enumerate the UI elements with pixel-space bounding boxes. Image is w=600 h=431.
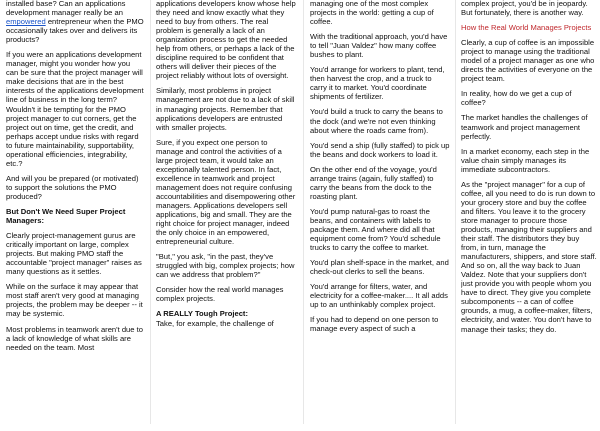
empowered-link[interactable]: empowered bbox=[6, 17, 46, 27]
paragraph: Sure, if you expect one person to manage and control the activities of a large project team, it would take an exceptionally talented person. In fact, excellence in teamwork and project management does not require confusing accountabilities and disempowering other managers. Applications developers sell applications, big and small. They are the right choice for project manager, indeed the only choice in an empowered, entrepreneurial culture. bbox=[156, 137, 296, 247]
paragraph: Most problems in teamwork aren't due to a lack of knowledge of what skills are needed on the team. Most bbox=[6, 324, 143, 352]
paragraph: You'd arrange for workers to plant, tend, then harvest the crop, and a truck to carry it to market. You'd coordinate shipments of fertilizer. bbox=[310, 65, 445, 102]
paragraph: Similarly, most problems in project management are not due to a lack of skill in managing projects. Remember that applications developers are entrusted with smaller projects. bbox=[156, 86, 295, 132]
column-3 bbox=[310, 0, 450, 431]
paragraph: Clearly, a cup of coffee is an impossible project to manage using the traditional model of a project manager as one who directs the activities of everyone on the project team. bbox=[461, 38, 595, 84]
section-heading: How the Real World Manages Projects bbox=[461, 23, 592, 33]
paragraph: And will you be prepared (or motivated) to support the solutions the PMO produced? bbox=[6, 173, 139, 201]
column-2 bbox=[156, 0, 296, 431]
section-heading: A REALLY Tough Project: bbox=[156, 309, 248, 319]
paragraph: managing one of the most complex projects in the world: getting a cup of coffee. bbox=[310, 0, 434, 27]
column-1 bbox=[6, 0, 144, 431]
section-heading: But Don't We Need Super Project Managers: bbox=[6, 206, 126, 226]
paragraph: "But," you ask, "in the past, they've struggled with big, complex projects; how can we address that problem?" bbox=[156, 252, 295, 280]
column-4 bbox=[461, 0, 597, 431]
paragraph: complex project, you'd be in jeopardy. But fortunately, there is another way. bbox=[461, 0, 588, 18]
paragraph: installed base? Can an applications development manager really be an empowered entrepreneur when the PMO occasionally takes over and delivers its products? bbox=[6, 0, 144, 45]
paragraph: The market handles the challenges of teamwork and project management perfectly. bbox=[461, 113, 588, 141]
paragraph: Take, for example, the challenge of bbox=[156, 318, 274, 328]
paragraph: If you had to depend on one person to manage every aspect of such a bbox=[310, 315, 439, 334]
paragraph: In a market economy, each step in the value chain simply manages its immediate subcontractors. bbox=[461, 146, 590, 174]
paragraph: If you were an applications development manager, might you wonder how you can be sure that the project manager will make decisions that are in the best interests of the applications development line of business in the long term? Wouldn't it be tempting for the PMO project manager to cut corners, get the project out on time, get the credit, and perhaps accept undue risks with regard to future maintainability, supportability, operational efficiencies, integrability, etc.? bbox=[6, 50, 144, 168]
column-divider bbox=[150, 0, 151, 424]
column-divider bbox=[303, 0, 304, 424]
paragraph: In reality, how do we get a cup of coffee? bbox=[461, 89, 572, 108]
paragraph: With the traditional approach, you'd have to tell "Juan Valdez" how many coffee bushes to plant. bbox=[310, 32, 448, 60]
paragraph: On the other end of the voyage, you'd arrange trains (again, fully staffed) to carry the beans from the dock to the roasting plant. bbox=[310, 164, 437, 201]
paragraph: You'd plan shelf-space in the market, and check-out clerks to sell the beans. bbox=[310, 258, 449, 277]
paragraph: You'd pump natural-gas to roast the beans, and containers with labels to package them. And where did all that equipment come from? You'd schedule trucks to carry the coffee to market. bbox=[310, 206, 441, 253]
paragraph: applications developers know whose help they need and know exactly what they need to buy from others. The real problem is generally a lack of an organization process to get the needed help from others, or perhaps a lack of the discipline required to be confident that others will deliver their pieces of the project reliably without lots of oversight. bbox=[156, 0, 296, 81]
paragraph: While on the surface it may appear that most staff aren't very good at managing projects, the problem may be deeper -- it may be systemic. bbox=[6, 282, 143, 319]
paragraph: You'd send a ship (fully staffed) to pick up the beans and dock workers to load it. bbox=[310, 140, 450, 159]
paragraph: Consider how the real world manages complex projects. bbox=[156, 285, 284, 304]
paragraph: You'd build a truck to carry the beans to the dock (and we're not even thinking about where the roads came from). bbox=[310, 107, 443, 135]
column-divider bbox=[455, 0, 456, 424]
paragraph: Clearly project-management gurus are critically important on large, complex projects. But making PMO staff the accountable "project manager" raises as many questions as it settles. bbox=[6, 231, 142, 277]
paragraph: You'd arrange for filters, water, and electricity for a coffee-maker.... It all adds up to an unthinkably complex project. bbox=[310, 282, 448, 310]
paragraph: As the "project manager" for a cup of coffee, all you need to do is run down to your grocery store and buy the coffee and filters. You leave it to the grocery store manager to procure those products, managing their suppliers and their staff. The distributors they buy from, in turn, manage the manufacturers, shippers, and store staff. And so on, all the way back to Juan Valdez. Note that your suppliers don't just provide you with people whom you have to direct. They give you complete subcomponents -- a can of coffee grounds, a mug, a coffee-maker, filters, electricity, and water. You don't have to manage their tasks; they do. bbox=[461, 179, 597, 334]
